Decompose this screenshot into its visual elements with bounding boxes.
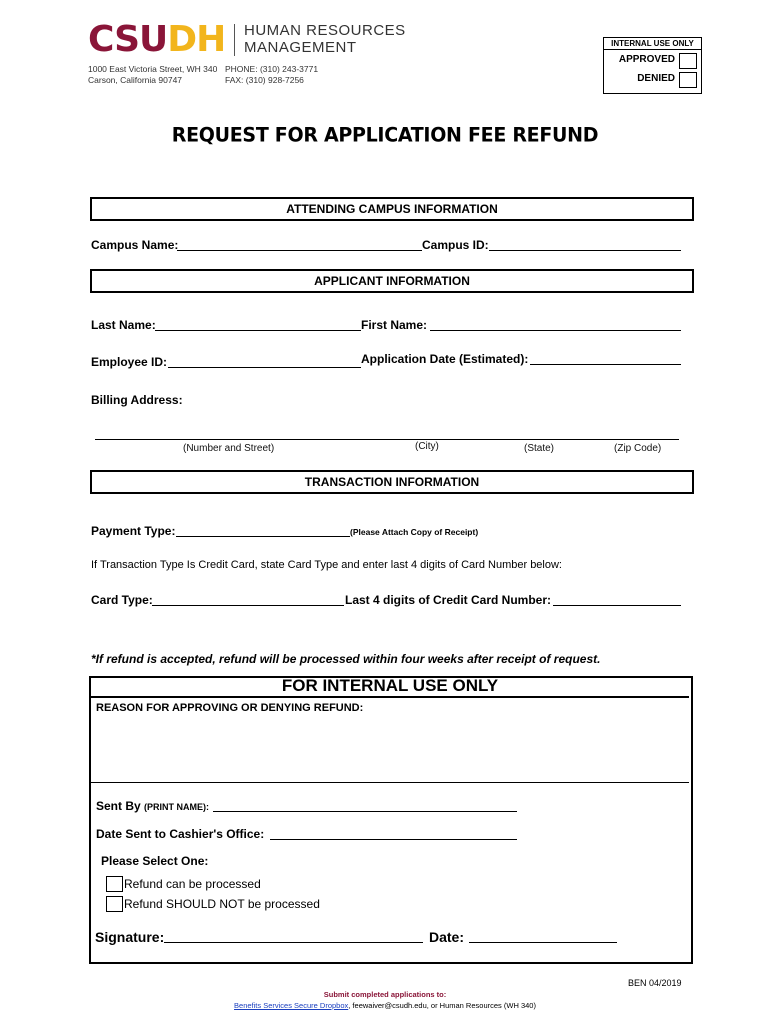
refund-not-processed-label: Refund SHOULD NOT be processed — [124, 897, 320, 911]
card-type-label: Card Type: — [91, 593, 153, 607]
submit-rest: , feewaiver@csudh.edu, or Human Resources (WH 340) — [348, 1001, 536, 1010]
contact-block — [225, 64, 318, 86]
date-field[interactable] — [469, 942, 617, 943]
department-name — [244, 22, 406, 56]
dropbox-link[interactable]: Benefits Services Secure Dropbox — [234, 1001, 349, 1010]
application-date-field[interactable] — [530, 364, 681, 365]
denied-checkbox[interactable] — [679, 72, 697, 88]
campus-name-field[interactable] — [177, 250, 422, 251]
denied-label: DENIED — [637, 73, 675, 84]
address-line2: Carson, California 90747 — [88, 75, 183, 85]
dept-line2: MANAGEMENT — [244, 39, 357, 56]
signature-label: Signature: — [95, 929, 165, 945]
address-line1: 1000 East Victoria Street, WH 340 — [88, 64, 218, 74]
fax: FAX: (310) 928-7256 — [225, 75, 304, 85]
signature-field[interactable] — [164, 942, 423, 943]
sent-by-field[interactable] — [213, 811, 517, 812]
csudh-logo — [88, 19, 226, 60]
reason-label: REASON FOR APPROVING OR DENYING REFUND: — [96, 702, 364, 714]
submit-details — [0, 1001, 770, 1010]
state-caption: (State) — [524, 443, 555, 454]
employee-id-field[interactable] — [168, 367, 361, 368]
date-label: Date: — [429, 929, 465, 945]
payment-type-field[interactable] — [176, 536, 350, 537]
last4-label: Last 4 digits of Credit Card Number: — [345, 593, 552, 607]
payment-type-label: Payment Type: — [91, 524, 176, 538]
last-name-label: Last Name: — [91, 318, 156, 332]
attach-receipt-note: (Please Attach Copy of Receipt) — [350, 527, 479, 537]
dept-line1: HUMAN RESOURCES — [244, 22, 406, 39]
address-block — [88, 64, 217, 86]
internal-use-title: INTERNAL USE ONLY — [604, 38, 701, 50]
form-title: REQUEST FOR APPLICATION FEE REFUND — [171, 123, 599, 147]
refund-processed-label: Refund can be processed — [124, 877, 261, 891]
employee-id-label: Employee ID: — [91, 355, 168, 369]
date-sent-label: Date Sent to Cashier's Office: — [96, 827, 265, 841]
last4-field[interactable] — [553, 605, 681, 606]
reason-field[interactable] — [91, 698, 689, 783]
sent-by-label — [96, 799, 209, 813]
please-select-label: Please Select One: — [101, 854, 209, 868]
campus-id-field[interactable] — [489, 250, 681, 251]
phone: PHONE: (310) 243-3771 — [225, 64, 319, 74]
print-name-text: (PRINT NAME): — [144, 802, 210, 812]
application-date-label: Application Date (Estimated): — [361, 352, 529, 366]
zip-caption: (Zip Code) — [614, 443, 662, 454]
transaction-section-header: TRANSACTION INFORMATION — [90, 470, 694, 494]
date-sent-field[interactable] — [270, 839, 517, 840]
refund-timing-note: *If refund is accepted, refund will be processed within four weeks after receipt of request. — [91, 652, 601, 666]
credit-card-instructions: If Transaction Type Is Credit Card, state Card Type and enter last 4 digits of Card Number below: — [91, 559, 562, 571]
logo-divider — [234, 24, 235, 56]
refund-processed-checkbox[interactable] — [106, 876, 123, 892]
card-type-field[interactable] — [152, 605, 344, 606]
campus-name-label: Campus Name: — [91, 238, 179, 252]
internal-use-box — [603, 37, 702, 94]
campus-section-header: ATTENDING CAMPUS INFORMATION — [90, 197, 694, 221]
street-caption: (Number and Street) — [183, 443, 275, 454]
campus-id-label: Campus ID: — [422, 238, 489, 252]
submit-heading: Submit completed applications to: — [323, 990, 447, 999]
billing-address-field[interactable] — [95, 439, 679, 440]
last-name-field[interactable] — [155, 330, 361, 331]
city-caption: (City) — [415, 441, 439, 452]
logo-dh: DH — [167, 19, 226, 60]
first-name-label: First Name: — [361, 318, 428, 332]
internal-use-section-title: FOR INTERNAL USE ONLY — [91, 676, 689, 698]
approved-checkbox[interactable] — [679, 53, 697, 69]
billing-address-label: Billing Address: — [91, 393, 183, 407]
approved-label: APPROVED — [618, 54, 675, 65]
sent-by-text: Sent By — [96, 799, 141, 813]
refund-not-processed-checkbox[interactable] — [106, 896, 123, 912]
first-name-field[interactable] — [430, 330, 681, 331]
applicant-section-header: APPLICANT INFORMATION — [90, 269, 694, 293]
logo-cs: CSU — [88, 19, 168, 60]
form-code: BEN 04/2019 — [628, 978, 682, 988]
